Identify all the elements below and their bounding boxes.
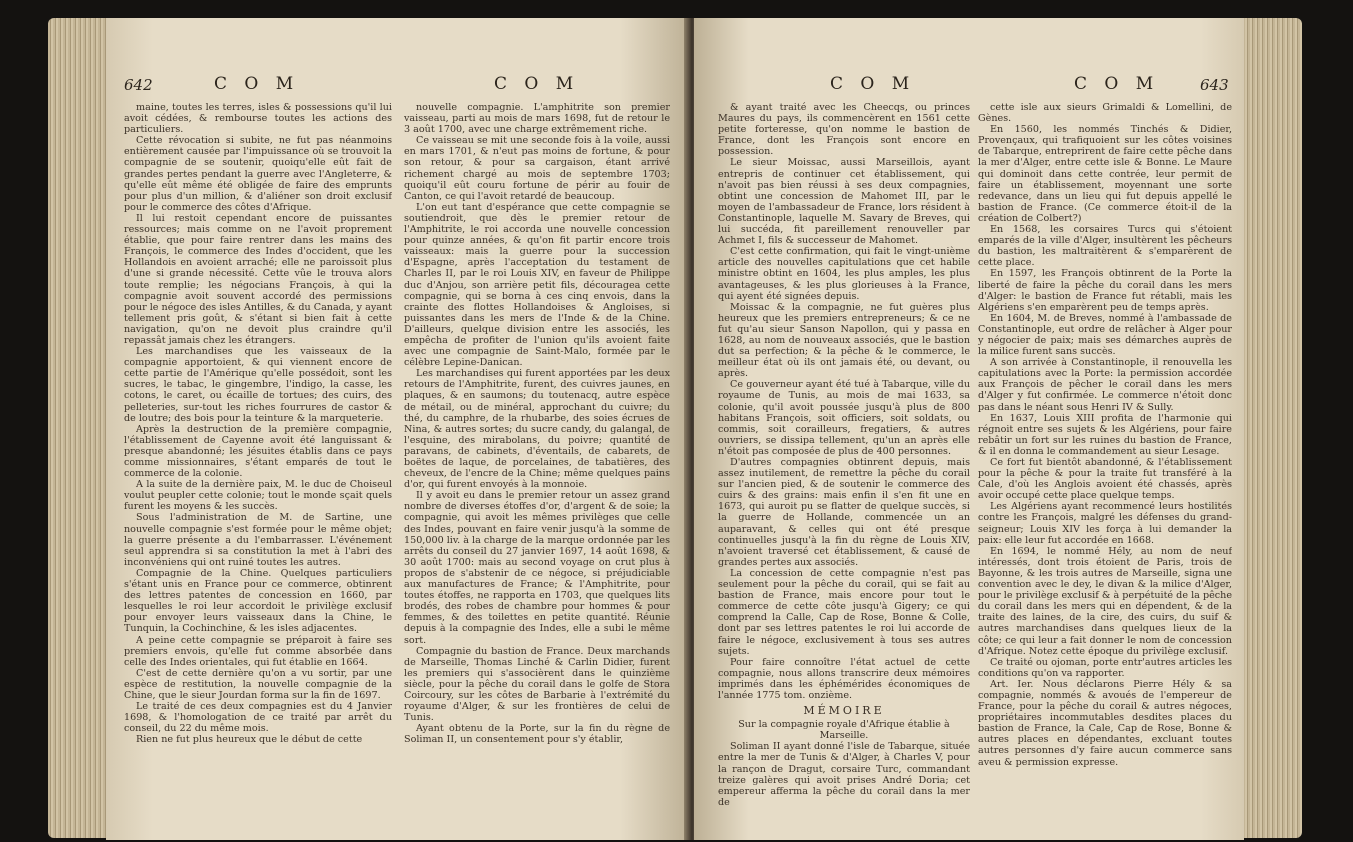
- paragraph: Les Algériens ayant recommencé leurs hostilités contre les François, malgré les défenses du grand-seigneur; Louis XIV les força à lui demander la paix: elle leur fut accordée en 1668.: [978, 501, 1232, 546]
- paragraph: Ce traité ou ojoman, porte entr'autres articles les conditions qu'on va rapporter.: [978, 656, 1232, 679]
- running-head: C O M: [214, 74, 300, 94]
- paragraph: Le traité de ces deux compagnies est du 4 Janvier 1698, & l'homologation de ce traité par arrêt du conseil, du 22 du même mois.: [124, 701, 392, 735]
- paragraph: maine, toutes les terres, isles & possessions qu'il lui avoit cédées, & rembourse toutes les actions des particuliers.: [124, 102, 392, 136]
- paragraph: En 1568, les corsaires Turcs qui s'étoient emparés de la ville d'Alger, insultèrent les pêcheurs du bastion, les maltraitèrent & s'emparèrent de cette place.: [978, 224, 1232, 269]
- paragraph: Il y avoit eu dans le premier retour un assez grand nombre de diverses étoffes d'or, d'argent & de soie; la compagnie, qui avoit les mêmes privilèges que celle des Indes, pouvant en faire venir jusqu'à la somme de 150,000 liv. à la charge de la marque ordonnée par les arrêts du conseil du 27 janvier 1697, 14 août 1698, & 30 août 1700: mais au second voyage on crut plus à propos de s'abstenir de ce négoce, si préjudiciable aux manufactures de France; & l'Amphitrite, pour toutes étoffes, ne rapporta en 1703, que quelques lits brodés, des robes de chambre pour hommes & pour femmes, & des toilettes en petite quantité. Réunie depuis à la compagnie des Indes, elle a subi le même sort.: [404, 490, 670, 646]
- paragraph: Ayant obtenu de la Porte, sur la fin du règne de Soliman II, un consentement pour s'y établir,: [404, 723, 670, 746]
- paragraph: Ce vaisseau se mit une seconde fois à la voile, aussi en mars 1701, & n'eut pas moins de fortune, & pour son retour, & pour sa cargaison, étant arrivé richement chargé au mois de septembre 1703; quoiqu'il eût couru fortune de périr au fouir de Canton, ce qui l'avoit retardé de beaucoup.: [404, 135, 670, 202]
- right-page: [694, 18, 1244, 840]
- book-edge-left: [48, 18, 112, 838]
- paragraph: C'est de cette dernière qu'on a vu sortir, par une espèce de restitution, la nouvelle compagnie de la Chine, que le sieur Jourdan forma sur la fin de 1697.: [124, 667, 392, 701]
- paragraph: Les marchandises que les vaisseaux de la compagnie apportoient, & qui viennent encore de cette partie de l'Amérique qu'elle possédoit, sont les sucres, le tabac, le gingembre, l'indigo, la casse, les cotons, le caret, ou écaille de tortues; des cuirs, des pelleteries, sur-tout les riches fourrures de castor & de loutre; des bois pour la teinture & la marqueterie.: [124, 346, 392, 424]
- paragraph: A son arrivée à Constantinople, il renouvella les capitulations avec la Porte: la permission accordée aux François de pêcher le corail dans les mers d'Alger y fut confirmée. Le commerce n'étoit donc pas dans le néant sous Henri IV & Sully.: [978, 357, 1232, 413]
- paragraph: Pour faire connoître l'état actuel de cette compagnie, nous allons transcrire deux mémoires imprimés dans les éphémérides économiques de l'année 1775 tom. onzième.: [718, 656, 970, 701]
- paragraph: MÉMOIRE: [803, 704, 885, 718]
- paragraph: En 1597, les François obtinrent de la Porte la liberté de faire la pêche du corail dans les mers d'Alger: le bastion de France fut rétabli, mais les Algériens s'en emparèrent peu de temps après.: [978, 268, 1232, 313]
- paragraph: Les marchandises qui furent apportées par les deux retours de l'Amphitrite, furent, des cuivres jaunes, en plaques, & en saumons; du toutenacq, autre espèce de métail, ou de minéral, approchant du cuivre; du thé, du camphre, de la rhubarbe, des soies écrues de Nina, & autres sortes; du sucre candy, du galangal, de l'esquine, des mirabolans, du poivre; quantité de paravans, de cabinets, d'éventails, de cabarets, de boëtes de laque, de porcelaines, de tabatières, des cheveux, de l'encre de la Chine; même quelques pains d'or, qui furent envoyés à la monnoie.: [404, 368, 670, 491]
- paragraph: Rien ne fut plus heureux que le début de cette: [136, 734, 363, 746]
- paragraph: Sous l'administration de M. de Sartine, une nouvelle compagnie s'est formée pour le même objet; la guerre présente a du l'embarrasser. L'événement seul apprendra si sa constitution la met à l'abri des inconvéniens qui ont ruiné toutes les autres.: [124, 512, 392, 568]
- paragraph: cette isle aux sieurs Grimaldi & Lomellini, de Gènes.: [978, 102, 1232, 125]
- paragraph: Ce gouverneur ayant été tué à Tabarque, ville du royaume de Tunis, au mois de mai 1633, sa colonie, qu'il avoit poussée jusqu'à plus de 800 habitans François, soit officiers, soit soldats, ou commis, soit corailleurs, fregatiers, & autres ouvriers, se dissipa tellement, qu'un an après elle n'étoit pas composée de plus de 400 personnes.: [718, 379, 970, 457]
- right-page-header: [734, 74, 1234, 96]
- paragraph: Après la destruction de la première compagnie, l'établissement de Cayenne avoit été languissant & presque abandonné; les jésuites établis dans ce pays comme missionnaires, s'étant emparés de tout le commerce de la colonie.: [124, 423, 392, 480]
- paragraph: Ce fort fut bientôt abandonné, & l'établissement pour la pêche & pour la traite fut transféré à la Cale, d'où les Anglois avoient été chassés, après avoir occupé cette place quelque temps.: [978, 457, 1232, 502]
- paragraph: En 1604, M. de Breves, nommé à l'ambassade de Constantinople, eut ordre de relâcher à Alger pour y négocier de paix; mais ses démarches auprès de la milice furent sans succès.: [978, 312, 1232, 358]
- paragraph: Il lui restoit cependant encore de puissantes ressources; mais comme on ne l'avoit proprement établie, que pour faire rentrer dans les mains des François, le commerce des Indes d'occident, que les Hollandois en avoient arraché; elle ne paroissoit plus d'une si grande nécessité. Cette vûe le trouva alors toute remplie; les négocians François, à qui la compagnie avoit souvent accordé des permissions pour le négoce des isles Antilles, & du Canada, y ayant tellement pris goût, & s'étant si bien fait à cette navigation, qu'on ne devoit plus craindre qu'il repassât jamais chez les étrangers.: [124, 212, 392, 346]
- paragraph: Compagnie du bastion de France. Deux marchands de Marseille, Thomas Linché & Carlin Didier, furent les premiers qui s'associèrent dans le quinzième siècle, pour la pêche du corail dans le golfe de Stora Coircoury, sur les côtes de Barbarie à l'extrémité du royaume d'Alger, & sur les frontières de celui de Tunis.: [404, 645, 670, 724]
- paragraph: En 1637, Louis XIII profita de l'harmonie qui régnoit entre ses sujets & les Algériens, pour faire rebâtir un fort sur les ruines du bastion de France, & il en donna le commandement au sieur Lesage.: [978, 412, 1232, 457]
- page-number: 643: [1200, 76, 1229, 94]
- paragraph: C'est cette confirmation, qui fait le vingt-unième article des nouvelles capitulations que cet habile ministre obtint en 1604, les plus amples, les plus avantageuses, & les plus glorieuses à la France, qui ayent été signées depuis.: [718, 246, 970, 302]
- paragraph: Cette révocation si subite, ne fut pas néanmoins entièrement causée par l'impuissance où se trouvoit la compagnie de se soutenir, quoiqu'elle eût fait de grandes pertes pendant la guerre avec l'Angleterre, & qu'elle eût même été obligée de faire des emprunts pour plus d'un million, & d'aliéner son droit exclusif pour le commerce des côtes d'Afrique.: [124, 135, 392, 213]
- paragraph: nouvelle compagnie. L'amphitrite son premier vaisseau, parti au mois de mars 1698, fut de retour le 3 août 1700, avec une charge extrêmement riche.: [404, 102, 670, 136]
- page-number: 642: [124, 76, 153, 94]
- paragraph: L'on eut tant d'espérance que cette compagnie se soutiendroit, que dès le premier retour de l'Amphitrite, le roi accorda une nouvelle concession pour quinze années, & qu'on fit partir encore trois vaisseaux: mais la guerre pour la succession d'Espagne, après l'acceptation du testament de Charles II, par le roi Louis XIV, en faveur de Philippe duc d'Anjou, son arrière petit fils, découragea cette compagnie, qui se borna à ces cinq envois, dans la crainte des flottes Hollandoises & Angloises, si puissantes dans les mers de l'Inde & de la Chine. D'ailleurs, quelque division entre les associés, les empêcha de profiter de l'union qu'ils avoient faite avec une compagnie de Saint-Malo, formée par le célèbre Lepine-Danican.: [404, 201, 670, 369]
- paragraph: La concession de cette compagnie n'est pas seulement pour la pêche du corail, qui se fait au bastion de France, mais encore pour tout le commerce de cette côte jusqu'à Gigery; ce qui comprend la Calle, Cap de Rose, Bonne & Colle, dont par ses lettres patentes le roi lui accorde de faire le négoce, exclusivement à tous ses autres sujets.: [718, 567, 970, 657]
- text-column: [404, 102, 670, 837]
- text-column: [124, 102, 392, 837]
- paragraph: Moissac & la compagnie, ne fut guères plus heureux que les premiers entrepreneurs; & ce ne fut qu'au sieur Sanson Napollon, qui y passa en 1628, au nom de nouveaux associés, que le bastion dut sa perfection; & la pêche & le commerce, le meilleur état où ils ont jamais été, ou devant, ou après.: [718, 301, 970, 380]
- paragraph: A la suite de la dernière paix, M. le duc de Choiseul voulut peupler cette colonie; tout le monde sçait quels furent les moyens & les succès.: [124, 479, 392, 513]
- paragraph: Compagnie de la Chine. Quelques particuliers s'étant unis en France pour ce commerce, obtinrent des lettres patentes de concession en 1660, par lesquelles le roi leur accordoit le privilège exclusif pour envoyer leurs vaisseaux dans la Chine, le Tunquin, la Cochinchine, & les isles adjacentes.: [124, 567, 392, 635]
- left-page-header: [124, 74, 672, 96]
- paragraph: Soliman II ayant donné l'isle de Tabarque, située entre la mer de Tunis & d'Alger, à Charles V, pour la rançon de Dragut, corsaire Turc, commandant treize galères qui avoit prises André Doria; cet empereur afferma la pêche du corail dans la mer de: [718, 741, 970, 808]
- text-column: [718, 102, 970, 837]
- running-head: C O M: [1074, 74, 1160, 94]
- paragraph: Sur la compagnie royale d'Afrique établie à Marseille.: [738, 719, 950, 742]
- paragraph: Le sieur Moissac, aussi Marseillois, ayant entrepris de continuer cet établissement, qui n'avoit pas bien réussi à ses deux compagnies, obtint une concession de Mahomet III, par le moyen de l'ambassadeur de France, lors résident à Constantinople, laquelle M. Savary de Breves, qui lui succéda, fit pareillement renouveller par Achmet I, fils & successeur de Mahomet.: [718, 157, 970, 247]
- paragraph: & ayant traité avec les Cheecqs, ou princes Maures du pays, ils commencèrent en 1561 cette petite forteresse, qu'on nomme le bastion de France, dont les François sont encore en possession.: [718, 102, 970, 158]
- left-page: [106, 18, 690, 840]
- running-head: C O M: [494, 74, 580, 94]
- paragraph: A peine cette compagnie se préparoit à faire ses premiers envois, qu'elle fut comme absorbée dans celle des Indes orientales, qui fut établie en 1664.: [124, 634, 392, 668]
- paragraph: D'autres compagnies obtinrent depuis, mais assez inutilement, de remettre la pêche du corail sur l'ancien pied, & de soutenir le commerce des cuirs & des grains: mais enfin il s'en fit une en 1673, qui auroit pu se flatter de quelque succès, si la guerre de Hollande, commencée un an auparavant, & celles qui ont été presque continuelles jusqu'à la fin du règne de Louis XIV, n'avoient traversé cet établissement, & causé de grandes pertes aux associés.: [718, 457, 970, 568]
- paragraph: En 1694, le nommé Hély, au nom de neuf intéressés, dont trois étoient de Paris, trois de Bayonne, & les trois autres de Marseille, signa une convention avec le dey, le divan & la milice d'Alger, pour le privilège exclusif & à perpétuité de la pêche du corail dans les mers qui en dépendent, & de la traite des laines, de la cire, des cuirs, du suif & autres marchandises dans quelques lieux de la côte; ce qui leur a fait donner le nom de concession d'Afrique. Notez cette époque du privilège exclusif.: [978, 545, 1232, 657]
- text-column: [978, 102, 1232, 837]
- paragraph: Art. Ier. Nous déclarons Pierre Hély & sa compagnie, nommés & avoués de l'empereur de France, pour la pêche du corail & autres négoces, propriétaires incommutables desdites places du bastion de France, la Cale, Cap de Rose, Bonne & autres places en dépendantes, excluant toutes autres personnes d'y faire aucun commerce sans aveu & permission expresse.: [978, 678, 1232, 768]
- book-edge-right: [1240, 18, 1302, 838]
- paragraph: En 1560, les nommés Tinchés & Didier, Provençaux, qui trafiquoient sur les côtes voisines de Tabarque, entreprirent de faire cette pêche dans la mer d'Alger, entre cette isle & Bonne. Le Maure qui dominoit dans cette contrée, leur permit de faire un établissement, moyennant une sorte redevance, dans un lieu qui fut depuis appellé le bastion de France. (Ce commerce étoit-il de la création de Colbert?): [978, 124, 1232, 224]
- running-head: C O M: [830, 74, 916, 94]
